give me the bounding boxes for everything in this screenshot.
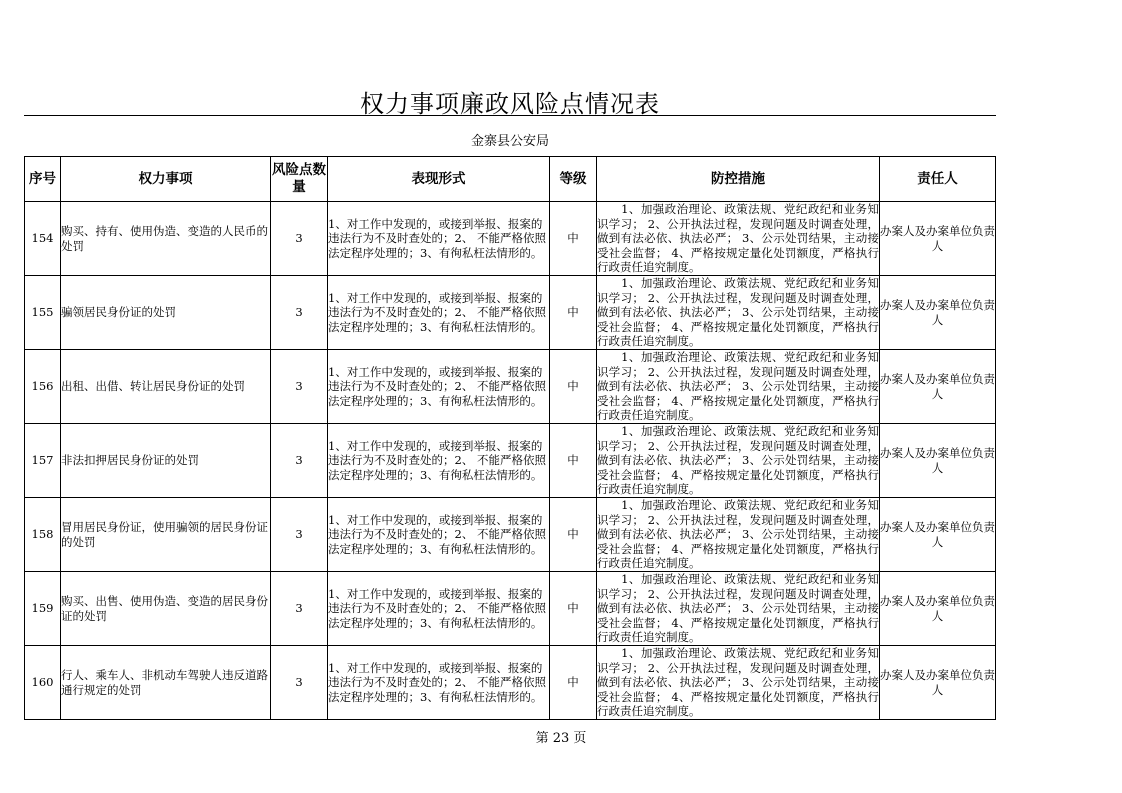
row-count: 3 xyxy=(271,350,328,424)
header-person: 责任人 xyxy=(880,157,996,202)
row-count: 3 xyxy=(271,202,328,276)
row-item: 购买、出售、使用伪造、变造的居民身份证的处罚 xyxy=(61,572,271,646)
row-form: 1、对工作中发现的，或接到举报、报案的违法行为不及时查处的；2、 不能严格依照法定程序处理的；3、有徇私枉法情形的。 xyxy=(328,350,550,424)
table-row xyxy=(25,276,996,350)
title-divider xyxy=(24,115,996,116)
row-level: 中 xyxy=(550,424,597,498)
row-item: 购买、持有、使用伪造、变造的人民币的处罚 xyxy=(61,202,271,276)
row-no: 159 xyxy=(25,572,61,646)
row-person: 办案人及办案单位负责人 xyxy=(880,646,996,720)
row-form: 1、对工作中发现的，或接到举报、报案的违法行为不及时查处的；2、 不能严格依照法定程序处理的；3、有徇私枉法情形的。 xyxy=(328,276,550,350)
risk-table xyxy=(24,156,996,720)
row-person: 办案人及办案单位负责人 xyxy=(880,424,996,498)
row-item: 冒用居民身份证，使用骗领的居民身份证的处罚 xyxy=(61,498,271,572)
header-row xyxy=(25,157,996,202)
organization-name: 金寨县公安局 xyxy=(470,134,549,149)
header-no: 序号 xyxy=(25,157,61,202)
table-row xyxy=(25,572,996,646)
row-count: 3 xyxy=(271,646,328,720)
header-measure: 防控措施 xyxy=(597,157,880,202)
header-item: 权力事项 xyxy=(61,157,271,202)
row-person: 办案人及办案单位负责人 xyxy=(880,350,996,424)
row-person: 办案人及办案单位负责人 xyxy=(880,276,996,350)
page-number: 第 23 页 xyxy=(535,731,587,746)
row-no: 160 xyxy=(25,646,61,720)
row-measure: 1、加强政治理论、政策法规、党纪政纪和业务知识学习； 2、公开执法过程，发现问题及时调查处理，做到有法必依、执法必严； 3、公示处罚结果，主动接受社会监督； 4、严格按规定量化处罚额度，严格执行行政责任追究制度。 xyxy=(597,276,879,349)
row-level: 中 xyxy=(550,572,597,646)
row-level: 中 xyxy=(550,498,597,572)
row-level: 中 xyxy=(550,350,597,424)
page-title: 权力事项廉政风险点情况表 xyxy=(360,90,660,118)
table-row xyxy=(25,350,996,424)
row-item: 非法扣押居民身份证的处罚 xyxy=(61,424,271,498)
row-measure: 1、加强政治理论、政策法规、党纪政纪和业务知识学习； 2、公开执法过程，发现问题及时调查处理，做到有法必依、执法必严； 3、公示处罚结果，主动接受社会监督； 4、严格按规定量化处罚额度，严格执行行政责任追究制度。 xyxy=(597,202,879,275)
row-person: 办案人及办案单位负责人 xyxy=(880,572,996,646)
row-no: 155 xyxy=(25,276,61,350)
row-measure: 1、加强政治理论、政策法规、党纪政纪和业务知识学习； 2、公开执法过程，发现问题及时调查处理，做到有法必依、执法必严； 3、公示处罚结果，主动接受社会监督； 4、严格按规定量化处罚额度，严格执行行政责任追究制度。 xyxy=(597,350,879,423)
row-form: 1、对工作中发现的，或接到举报、报案的违法行为不及时查处的；2、 不能严格依照法定程序处理的；3、有徇私枉法情形的。 xyxy=(328,424,550,498)
row-measure: 1、加强政治理论、政策法规、党纪政纪和业务知识学习； 2、公开执法过程，发现问题及时调查处理，做到有法必依、执法必严； 3、公示处罚结果，主动接受社会监督； 4、严格按规定量化处罚额度，严格执行行政责任追究制度。 xyxy=(597,498,879,571)
row-measure: 1、加强政治理论、政策法规、党纪政纪和业务知识学习； 2、公开执法过程，发现问题及时调查处理，做到有法必依、执法必严； 3、公示处罚结果，主动接受社会监督； 4、严格按规定量化处罚额度，严格执行行政责任追究制度。 xyxy=(597,572,879,645)
row-count: 3 xyxy=(271,424,328,498)
row-item: 行人、乘车人、非机动车驾驶人违反道路通行规定的处罚 xyxy=(61,646,271,720)
header-level: 等级 xyxy=(550,157,597,202)
row-person: 办案人及办案单位负责人 xyxy=(880,498,996,572)
row-level: 中 xyxy=(550,646,597,720)
row-person: 办案人及办案单位负责人 xyxy=(880,202,996,276)
header-count: 风险点数量 xyxy=(271,157,328,202)
row-form: 1、对工作中发现的，或接到举报、报案的违法行为不及时查处的；2、 不能严格依照法定程序处理的；3、有徇私枉法情形的。 xyxy=(328,498,550,572)
table-row xyxy=(25,498,996,572)
row-form: 1、对工作中发现的，或接到举报、报案的违法行为不及时查处的；2、 不能严格依照法定程序处理的；3、有徇私枉法情形的。 xyxy=(328,202,550,276)
row-count: 3 xyxy=(271,498,328,572)
row-form: 1、对工作中发现的，或接到举报、报案的违法行为不及时查处的；2、 不能严格依照法定程序处理的；3、有徇私枉法情形的。 xyxy=(328,572,550,646)
row-measure: 1、加强政治理论、政策法规、党纪政纪和业务知识学习； 2、公开执法过程，发现问题及时调查处理，做到有法必依、执法必严； 3、公示处罚结果，主动接受社会监督； 4、严格按规定量化处罚额度，严格执行行政责任追究制度。 xyxy=(597,424,879,497)
row-level: 中 xyxy=(550,276,597,350)
table-row xyxy=(25,646,996,720)
row-item: 骗领居民身份证的处罚 xyxy=(61,276,271,350)
table-row xyxy=(25,202,996,276)
row-form: 1、对工作中发现的，或接到举报、报案的违法行为不及时查处的；2、 不能严格依照法定程序处理的；3、有徇私枉法情形的。 xyxy=(328,646,550,720)
row-count: 3 xyxy=(271,572,328,646)
header-form: 表现形式 xyxy=(328,157,550,202)
row-level: 中 xyxy=(550,202,597,276)
row-count: 3 xyxy=(271,276,328,350)
table-row xyxy=(25,424,996,498)
row-no: 154 xyxy=(25,202,61,276)
row-item: 出租、出借、转让居民身份证的处罚 xyxy=(61,350,271,424)
row-no: 158 xyxy=(25,498,61,572)
row-measure: 1、加强政治理论、政策法规、党纪政纪和业务知识学习； 2、公开执法过程，发现问题及时调查处理，做到有法必依、执法必严； 3、公示处罚结果，主动接受社会监督； 4、严格按规定量化处罚额度，严格执行行政责任追究制度。 xyxy=(597,646,879,719)
row-no: 156 xyxy=(25,350,61,424)
row-no: 157 xyxy=(25,424,61,498)
